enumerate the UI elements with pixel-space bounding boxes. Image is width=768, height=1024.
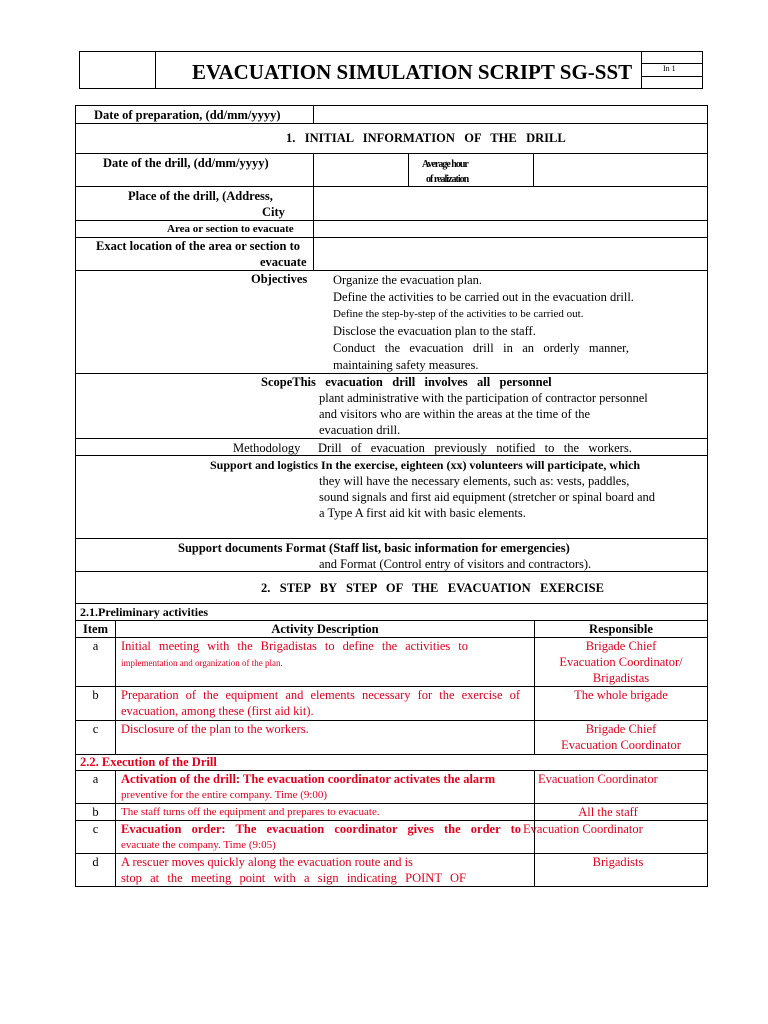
row-responsible: The whole brigade: [574, 688, 668, 702]
scope-line: plant administrative with the participation of contractor personnel: [319, 391, 648, 405]
section-1-heading: 1. INITIAL INFORMATION OF THE DRILL: [286, 131, 566, 145]
row-item: a: [92, 772, 99, 786]
column-header-item: Item: [83, 622, 108, 636]
objective-item: maintaining safety measures.: [333, 358, 479, 372]
objective-item: Define the activities to be carried out in the evacuation drill.: [333, 290, 634, 304]
row-description: preventive for the entire company. Time (9:00): [121, 789, 328, 801]
row-responsible: Evacuation Coordinator: [523, 822, 643, 836]
document-title: EVACUATION SIMULATION SCRIPT SG-SST: [192, 60, 633, 84]
place-label-2: City: [262, 205, 285, 219]
column-header-description: Activity Description: [271, 622, 379, 636]
row-responsible: All the staff: [578, 805, 638, 819]
row-item: a: [92, 639, 99, 653]
methodology-label: Methodology: [233, 441, 301, 455]
support-line: sound signals and first aid equipment (stretcher or spinal board and: [319, 490, 656, 504]
row-responsible: Evacuation Coordinator/: [559, 655, 683, 669]
row-responsible: Brigadists: [592, 855, 644, 869]
scope-label: ScopeThis evacuation drill involves all personnel: [261, 375, 552, 389]
row-description: evacuate the company. Time (9:05): [121, 839, 276, 851]
objective-item: Conduct the evacuation drill in an orderly manner,: [333, 341, 629, 355]
place-label-1: Place of the drill, (Address,: [128, 189, 273, 203]
row-responsible: Evacuation Coordinator: [561, 738, 681, 752]
row-item: d: [92, 855, 99, 869]
exact-location-label-1: Exact location of the area or section to: [96, 239, 301, 253]
support-line: a Type A first aid kit with basic elements.: [319, 506, 526, 520]
row-responsible: Brigadistas: [592, 671, 650, 685]
date-of-preparation-label: Date of preparation, (dd/mm/yyyy): [94, 108, 281, 122]
support-documents-line: and Format (Control entry of visitors and contractors).: [319, 557, 592, 571]
row-description: implementation and organization of the plan.: [121, 658, 283, 668]
support-logistics-label: Support and logistics In the exercise, eighteen (xx) volunteers will participate, which: [210, 458, 641, 472]
row-item: c: [92, 722, 99, 736]
row-responsible: Brigade Chief: [585, 722, 657, 736]
row-description: Disclosure of the plan to the workers.: [121, 722, 309, 736]
scope-line: and visitors who are within the areas at the time of the: [319, 407, 591, 421]
row-responsible: Evacuation Coordinator: [538, 772, 658, 786]
row-description: Activation of the drill: The evacuation coordinator activates the alarm: [121, 772, 496, 786]
objective-item: Disclose the evacuation plan to the staff.: [333, 324, 536, 338]
row-description: Evacuation order: The evacuation coordinator gives the order to: [121, 822, 521, 836]
exact-location-label-2: evacuate: [260, 255, 307, 269]
column-header-responsible: Responsible: [589, 622, 653, 636]
page-tag: In 1: [663, 64, 676, 73]
methodology-text: Drill of evacuation previously notified to the workers.: [318, 441, 632, 455]
support-line: they will have the necessary elements, such as: vests, paddles,: [319, 474, 630, 488]
row-item: c: [92, 822, 99, 836]
row-responsible: Brigade Chief: [585, 639, 657, 653]
objective-item: Organize the evacuation plan.: [333, 273, 483, 287]
objective-item: Define the step-by-step of the activities to be carried out.: [333, 308, 584, 320]
area-label: Area or section to evacuate: [167, 223, 294, 235]
objectives-label: Objectives: [251, 272, 308, 286]
row-description: Initial meeting with the Brigadistas to define the activities to: [121, 639, 468, 653]
date-of-drill-label: Date of the drill, (dd/mm/yyyy): [103, 156, 269, 170]
section-2-heading: 2. STEP BY STEP OF THE EVACUATION EXERCISE: [261, 581, 604, 595]
row-item: b: [92, 805, 99, 819]
average-hour-label-1: Average hour: [422, 159, 468, 170]
support-documents-label: Support documents Format (Staff list, basic information for emergencies): [178, 541, 570, 555]
execution-title: 2.2. Execution of the Drill: [80, 755, 217, 769]
row-description: A rescuer moves quickly along the evacuation route and is: [121, 855, 413, 869]
row-item: b: [92, 688, 99, 702]
preliminary-activities-title: 2.1.Preliminary activities: [80, 605, 209, 619]
row-description: stop at the meeting point with a sign indicating POINT OF: [121, 871, 466, 885]
row-description: The staff turns off the equipment and prepares to evacuate.: [121, 806, 380, 818]
row-description: evacuation, among these (first aid kit).: [121, 704, 314, 718]
row-description: Preparation of the equipment and elements necessary for the exercise of: [121, 688, 520, 702]
scope-line: evacuation drill.: [319, 423, 401, 437]
average-hour-label-2: of realization: [426, 174, 469, 185]
